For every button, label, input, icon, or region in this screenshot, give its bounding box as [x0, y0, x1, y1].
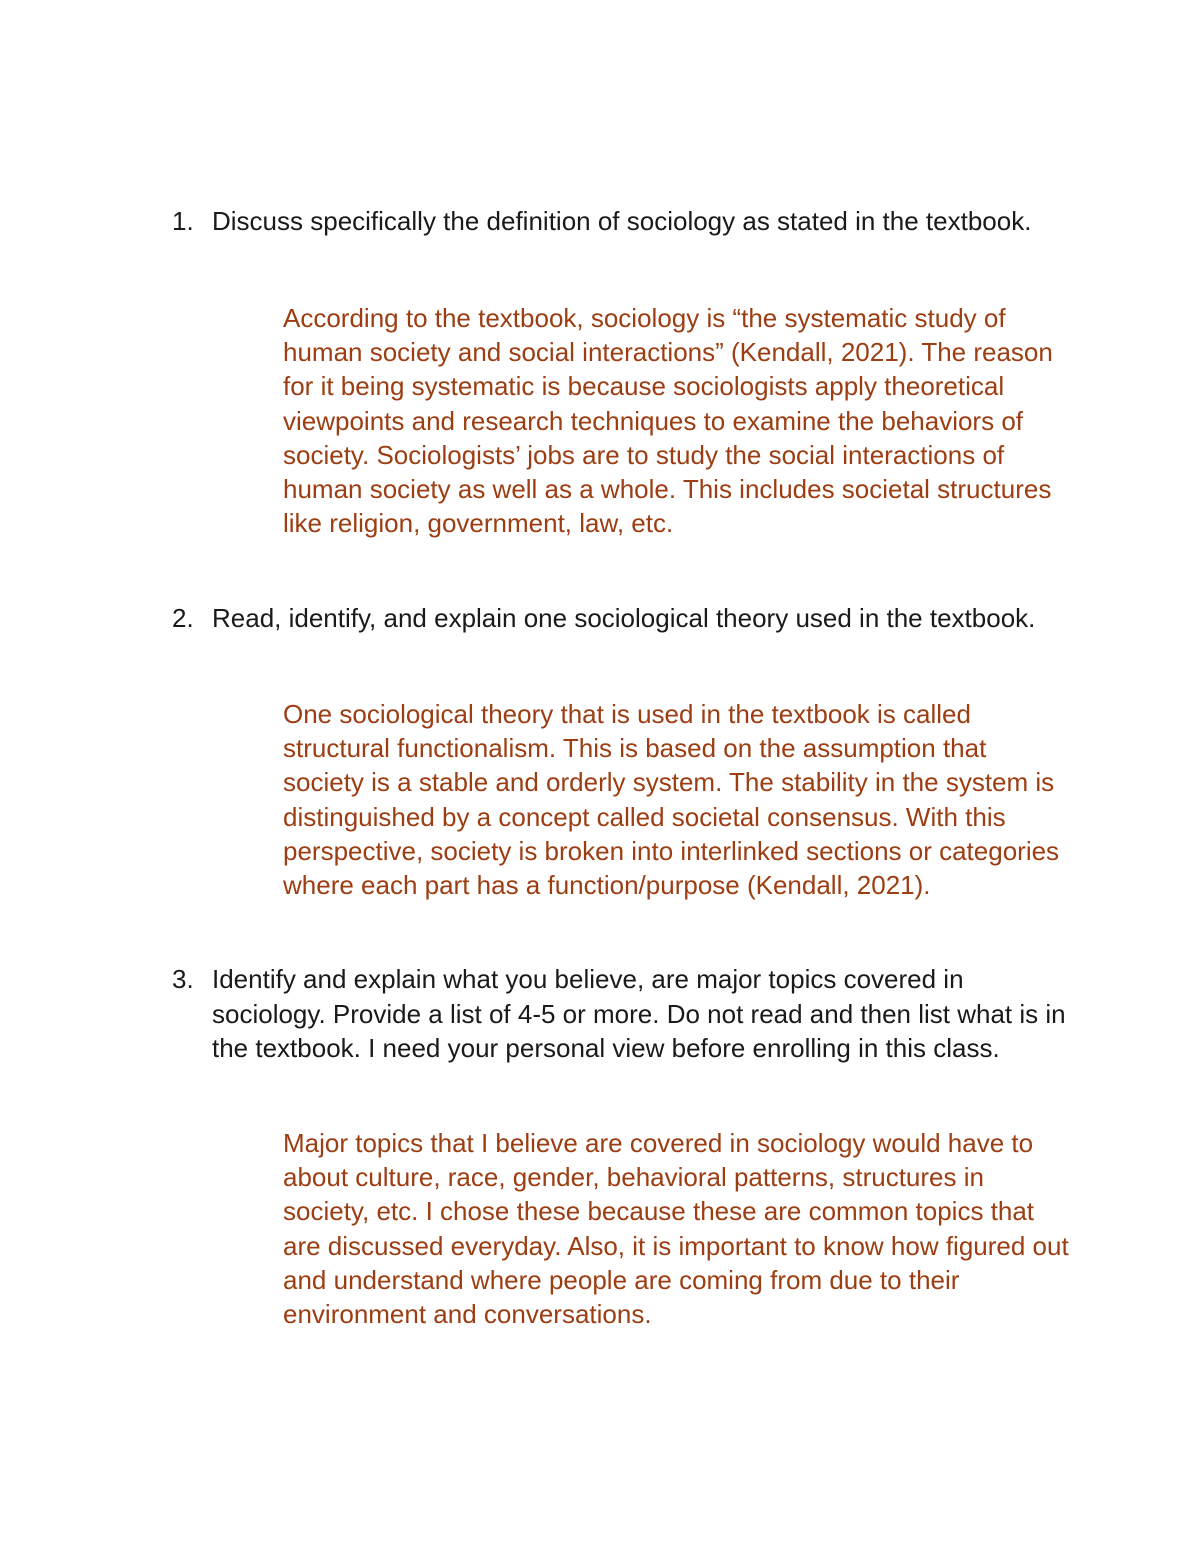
question-text: Read, identify, and explain one sociological theory used in the textbook.: [212, 603, 1036, 633]
question-text: Discuss specifically the definition of sociology as stated in the textbook.: [212, 206, 1032, 236]
question-number: 1.: [172, 206, 194, 236]
question-text: Identify and explain what you believe, are major topics covered in sociology. Provide a list of 4-5 or more. Do not read and then list what is in the textbook. I need your personal view before enrolling in this class.: [212, 964, 1066, 1063]
answer-paragraph-3: Major topics that I believe are covered in sociology would have to about culture, race, gender, behavioral patterns, structures in society, etc. I chose these because these are common topics that are discussed everyday. Also, it is important to know how figured out and understand where people are coming from due to their environment and conversations.: [283, 1128, 1069, 1330]
question-number: 3.: [172, 964, 194, 994]
answer-paragraph-2: One sociological theory that is used in the textbook is called structural functionalism. This is based on the assumption that society is a stable and orderly system. The stability in the system is distinguished by a concept called societal consensus. With this perspective, society is broken into interlinked sections or categories where each part has a function/purpose (Kendall, 2021).: [283, 699, 1060, 901]
question-number: 2.: [172, 603, 194, 633]
answer-paragraph-1: According to the textbook, sociology is “the systematic study of human society and social interactions” (Kendall, 2021). The reason for it being systematic is because sociologists apply theoretical viewpoints and research techniques to examine the behaviors of society. Sociologists’ jobs are to study the social interactions of human society as well as a whole. This includes societal structures like religion, government, law, etc.: [283, 303, 1053, 539]
